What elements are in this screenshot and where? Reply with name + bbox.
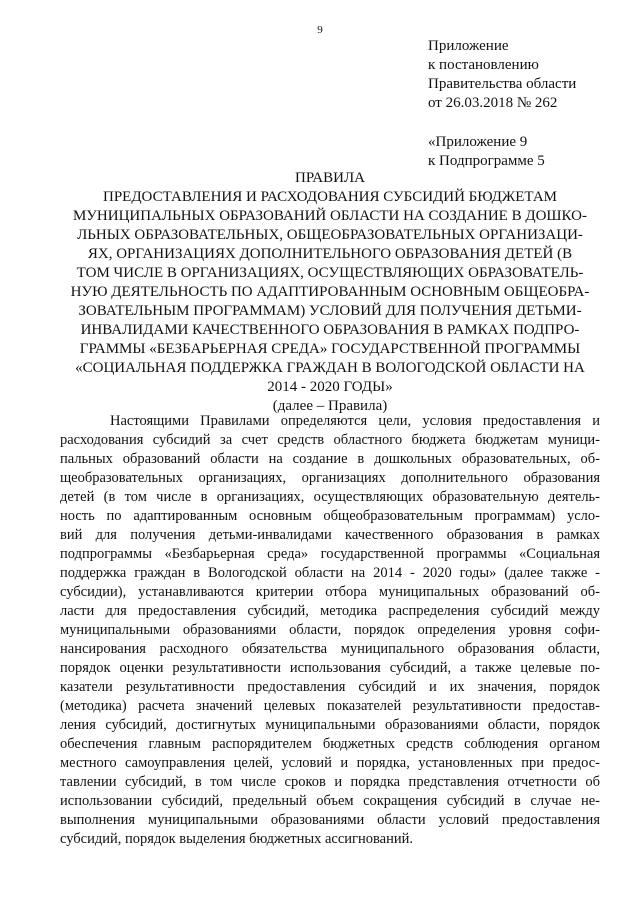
- body-line: (методика) расчета значений целевых показателей результативности предостав-: [60, 698, 600, 714]
- title-line: 2014 - 2020 ГОДЫ»: [267, 379, 393, 395]
- body-line: обеспечения главным распорядителем бюджетных средств соблюдения органом: [60, 736, 600, 752]
- body-line: муниципальными образованиями области, порядок определения уровня софи-: [60, 622, 600, 638]
- title-line: ИНВАЛИДАМИ КАЧЕСТВЕННОГО ОБРАЗОВАНИЯ В РАМКАХ ПОДПРО-: [80, 322, 580, 338]
- body-line: казатели результативности предоставления субсидий и их значения, порядок: [60, 679, 600, 695]
- body-line: поддержка граждан в Вологодской области на 2014 - 2020 годы» (далее также -: [60, 565, 600, 581]
- attachment-header-line: к постановлению: [428, 57, 539, 73]
- body-line: нансирования расходного обязательства муниципального образования области,: [60, 641, 600, 657]
- title-line: ЗОВАТЕЛЬНЫМ ПРОГРАММАМ) УСЛОВИЙ ДЛЯ ПОЛУЧЕНИЯ ДЕТЬМИ-: [78, 303, 582, 319]
- body-line: использовании субсидий, предельный объем сокращения субсидий в случае не-: [60, 793, 600, 809]
- attachment-header: [428, 37, 576, 113]
- title-line: НУЮ ДЕЯТЕЛЬНОСТЬ ПО АДАПТИРОВАННЫМ ОСНОВНЫМ ОБЩЕОБРА-: [70, 284, 590, 300]
- body-line: подпрограммы «Безбарьерная среда» государственной программы «Социальная: [60, 546, 600, 562]
- attachment-reference-line: к Подпрограмме 5: [428, 153, 545, 169]
- body-line: тавлении субсидий, в том числе сроков и порядка представления отчетности об: [60, 774, 600, 790]
- body-line: порядок оценки результативности использования субсидий, а также целевые по-: [60, 660, 600, 676]
- title-line: ЛЬНЫХ ОБРАЗОВАТЕЛЬНЫХ, ОБЩЕОБРАЗОВАТЕЛЬНЫХ ОРГАНИЗАЦИ-: [77, 227, 583, 243]
- attachment-reference-line: «Приложение 9: [428, 134, 528, 150]
- body-line: расходования субсидий за счет средств областного бюджета бюджетам муници-: [60, 432, 600, 448]
- title-line: ТОМ ЧИСЛЕ В ОРГАНИЗАЦИЯХ, ОСУЩЕСТВЛЯЮЩИХ ОБРАЗОВАТЕЛЬ-: [76, 265, 584, 281]
- body-line: ления субсидий, достигнутых муниципальными образованиями области, порядок: [60, 717, 600, 733]
- document-title: [60, 169, 600, 416]
- title-line: МУНИЦИПАЛЬНЫХ ОБРАЗОВАНИЙ ОБЛАСТИ НА СОЗДАНИЕ В ДОШКО-: [72, 208, 588, 224]
- body-line: пальных образований области на создание в дошкольных образовательных, об-: [60, 451, 600, 467]
- title-line: ЯХ, ОРГАНИЗАЦИЯХ ДОПОЛНИТЕЛЬНОГО ОБРАЗОВАНИЯ ДЕТЕЙ (В: [87, 246, 573, 262]
- attachment-header-line: от 26.03.2018 № 262: [428, 95, 558, 111]
- attachment-header-line: Приложение: [428, 38, 509, 54]
- body-line: субсидии), устанавливаются критерии отбора муниципальных образований об-: [60, 584, 600, 600]
- title-line: ПРЕДОСТАВЛЕНИЯ И РАСХОДОВАНИЯ СУБСИДИЙ БЮДЖЕТАМ: [102, 189, 557, 205]
- body-line: выполнения муниципальными образованиями области условий предоставления: [60, 812, 600, 828]
- title-heading: ПРАВИЛА: [295, 170, 365, 186]
- body-line: вий для получения детьми-инвалидами качественного образования в рамках: [60, 527, 600, 543]
- body-line: ность по адаптированным основным общеобразовательным программам) усло-: [60, 508, 600, 524]
- attachment-header-line: Правительства области: [428, 76, 577, 92]
- body-line: ласти для предоставления субсидий, методика распределения субсидий между: [60, 603, 600, 619]
- body-paragraph: [60, 412, 600, 849]
- title-line: ГРАММЫ «БЕЗБАРЬЕРНАЯ СРЕДА» ГОСУДАРСТВЕННОЙ ПРОГРАММЫ: [79, 341, 581, 357]
- body-line: субсидий, порядок выделения бюджетных ассигнований.: [60, 831, 413, 847]
- title-subtitle: (далее – Правила): [272, 398, 388, 414]
- body-line: местного самоуправления целей, условий и порядка, установленных при предос-: [60, 755, 600, 771]
- body-line: детей (в том числе в организациях, осуществляющих образовательную деятель-: [60, 489, 600, 505]
- body-line: Настоящими Правилами определяются цели, условия предоставления и: [110, 413, 600, 429]
- body-line: щеобразовательных организациях, организациях дополнительного образования: [60, 470, 600, 486]
- page-number: 9: [317, 24, 323, 36]
- title-line: «СОЦИАЛЬНАЯ ПОДДЕРЖКА ГРАЖДАН В ВОЛОГОДСКОЙ ОБЛАСТИ НА: [75, 360, 585, 376]
- attachment-reference: [428, 133, 545, 171]
